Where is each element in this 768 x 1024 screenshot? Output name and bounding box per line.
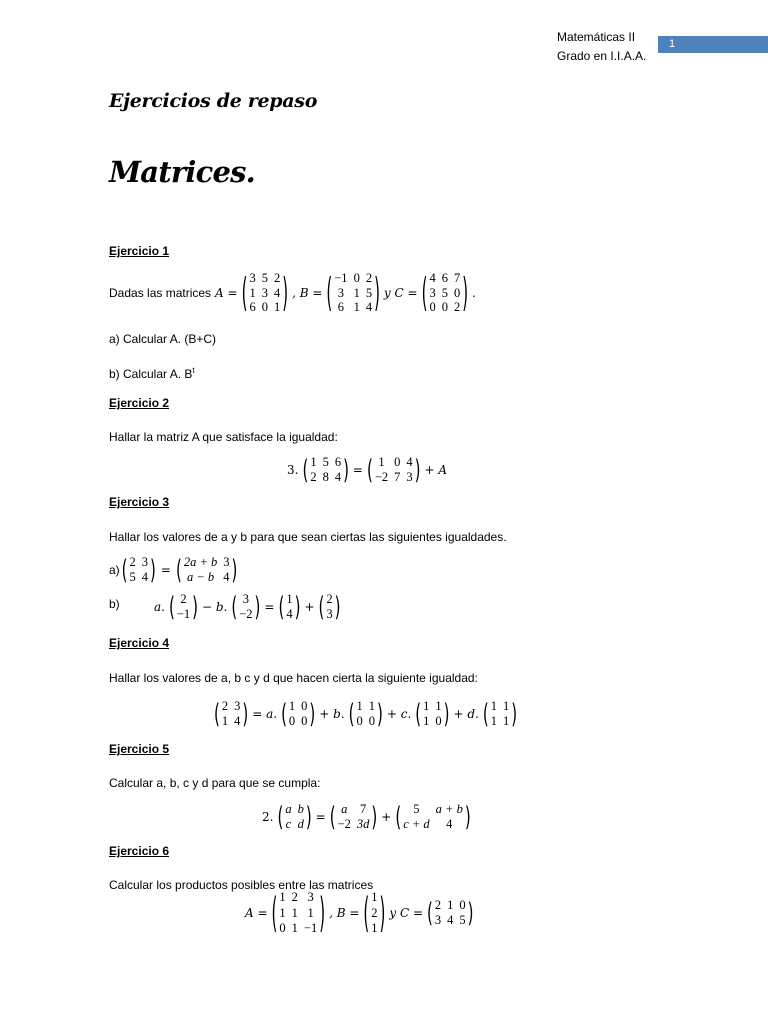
matrix-cell: 0 bbox=[261, 300, 268, 315]
ex1-matrix-b bbox=[326, 271, 380, 315]
ex5-matrix-3 bbox=[395, 802, 470, 832]
matrix-cell: 0 bbox=[459, 898, 466, 913]
matrix-right-paren: ) bbox=[377, 698, 383, 730]
matrix-cell: 3 bbox=[429, 285, 436, 300]
matrix-right-paren: ) bbox=[467, 897, 474, 929]
matrix-cell: 2 bbox=[180, 592, 187, 607]
matrix-cell: 2 bbox=[291, 890, 298, 905]
matrix-cell: 2 bbox=[371, 905, 378, 920]
matrix-grid bbox=[287, 699, 310, 729]
matrix-cell: 1 bbox=[353, 300, 360, 315]
matrix-cell: 1 bbox=[371, 921, 378, 936]
matrix-cell: −1 bbox=[176, 607, 191, 622]
matrix-grid bbox=[283, 802, 306, 832]
matrix-cell: 2 bbox=[221, 699, 229, 714]
ex3-b-vector-3 bbox=[278, 592, 300, 622]
ex4-matrix-2 bbox=[349, 699, 383, 729]
matrix-cell: 1 bbox=[502, 714, 510, 729]
matrix-left-paren: ( bbox=[175, 554, 182, 586]
ex5-matrix-lhs bbox=[277, 802, 311, 832]
matrix-cell: a − b bbox=[186, 570, 215, 585]
matrix-left-paren: ( bbox=[277, 801, 284, 833]
ex6-intro: Calcular los productos posibles entre las matrices bbox=[109, 878, 374, 892]
ex3-b-vector-1 bbox=[169, 592, 198, 622]
matrix-grid bbox=[401, 802, 465, 832]
ex3-b-equals: = bbox=[264, 600, 275, 614]
matrix-cell: 3 bbox=[261, 285, 268, 300]
matrix-right-paren: ) bbox=[150, 554, 156, 586]
matrix-left-paren: ( bbox=[231, 591, 238, 623]
matrix-cell: 0 bbox=[453, 285, 461, 300]
matrix-cell: 2 bbox=[273, 271, 281, 286]
matrix-cell: b bbox=[297, 802, 304, 817]
matrix-cell: 4 bbox=[141, 570, 149, 585]
matrix-cell: a bbox=[341, 802, 348, 817]
ex1-part-b-text: b) Calcular A. B bbox=[109, 367, 193, 381]
ex3-b-vector-4 bbox=[319, 592, 341, 622]
matrix-right-paren: ) bbox=[443, 698, 450, 730]
matrix-left-paren: ( bbox=[329, 801, 336, 833]
matrix-right-paren: ) bbox=[334, 591, 341, 623]
matrix-cell: 1 bbox=[368, 699, 376, 714]
matrix-right-paren: ) bbox=[242, 698, 249, 730]
matrix-left-paren: ( bbox=[241, 269, 248, 317]
matrix-left-paren: ( bbox=[415, 698, 422, 730]
ex6-equation bbox=[245, 890, 474, 936]
matrix-cell: 5 bbox=[441, 285, 448, 300]
ex4-heading: Ejercicio 4 bbox=[109, 636, 170, 650]
ex4-matrix-3 bbox=[415, 699, 449, 729]
matrix-left-paren: ( bbox=[302, 454, 309, 486]
ex5-heading: Ejercicio 5 bbox=[109, 742, 170, 756]
matrix-cell: 4 bbox=[286, 607, 293, 622]
matrix-right-paren: ) bbox=[309, 698, 316, 730]
matrix-cell: 8 bbox=[322, 470, 329, 485]
matrix-left-paren: ( bbox=[482, 698, 489, 730]
matrix-right-paren: ) bbox=[374, 269, 380, 317]
page-number-bar bbox=[658, 36, 768, 53]
matrix-right-paren: ) bbox=[319, 888, 326, 938]
matrix-right-paren: ) bbox=[231, 554, 238, 586]
matrix-cell: 3 bbox=[242, 592, 250, 607]
matrix-cell: 1 bbox=[307, 905, 314, 920]
ex5-intro: Calcular a, b, c y d para que se cumpla: bbox=[109, 776, 321, 790]
matrix-cell: −1 bbox=[334, 271, 348, 286]
ex1-end: . bbox=[472, 286, 476, 300]
matrix-cell: 6 bbox=[441, 271, 448, 286]
matrix-cell: d bbox=[297, 817, 304, 832]
matrix-cell: 0 bbox=[301, 699, 308, 714]
matrix-cell: 7 bbox=[453, 271, 461, 286]
matrix-cell: 1 bbox=[353, 285, 360, 300]
matrix-cell: 3 bbox=[234, 699, 241, 714]
matrix-grid bbox=[489, 699, 512, 729]
ex4-matrix-lhs bbox=[214, 699, 248, 729]
matrix-cell: 7 bbox=[394, 470, 401, 485]
matrix-cell: 5 bbox=[413, 802, 420, 817]
ex2-heading: Ejercicio 2 bbox=[109, 396, 170, 410]
matrix-cell: 2a + b bbox=[183, 555, 218, 570]
document-title: Matrices. bbox=[109, 155, 255, 189]
ex5-matrix-2 bbox=[330, 802, 378, 832]
matrix-left-paren: ( bbox=[121, 554, 128, 586]
matrix-right-paren: ) bbox=[254, 591, 261, 623]
matrix-cell: 2 bbox=[129, 555, 136, 570]
matrix-grid bbox=[128, 555, 151, 585]
matrix-cell: 0 bbox=[368, 714, 376, 729]
matrix-grid bbox=[427, 271, 462, 315]
matrix-cell: 4 bbox=[234, 714, 241, 729]
matrix-right-paren: ) bbox=[343, 454, 349, 486]
ex2-equation bbox=[287, 455, 447, 485]
matrix-left-paren: ( bbox=[363, 888, 370, 938]
ex3-equation-b bbox=[154, 592, 340, 622]
matrix-grid bbox=[277, 890, 319, 936]
matrix-right-paren: ) bbox=[462, 269, 469, 317]
ex3-heading: Ejercicio 3 bbox=[109, 495, 170, 509]
matrix-cell: 1 bbox=[291, 905, 298, 920]
matrix-cell: 3 bbox=[337, 285, 345, 300]
matrix-left-paren: ( bbox=[281, 698, 287, 730]
matrix-grid bbox=[324, 592, 334, 622]
matrix-cell: 1 bbox=[378, 455, 385, 470]
matrix-grid bbox=[355, 699, 378, 729]
matrix-cell: 6 bbox=[249, 300, 256, 315]
matrix-left-paren: ( bbox=[348, 698, 355, 730]
matrix-cell: 0 bbox=[288, 714, 296, 729]
document-subtitle: Ejercicios de repaso bbox=[109, 90, 318, 112]
matrix-cell: 3 bbox=[307, 890, 314, 905]
matrix-cell: 5 bbox=[261, 271, 268, 286]
matrix-right-paren: ) bbox=[294, 591, 301, 623]
matrix-cell: −2 bbox=[337, 817, 351, 832]
ex4-plus-b: + b. bbox=[319, 707, 345, 721]
matrix-cell: −1 bbox=[303, 921, 318, 936]
matrix-cell: 7 bbox=[360, 802, 367, 817]
page-number: 1 bbox=[669, 38, 676, 50]
matrix-left-paren: ( bbox=[168, 591, 175, 623]
matrix-cell: c bbox=[285, 817, 292, 832]
matrix-left-paren: ( bbox=[421, 269, 428, 317]
matrix-cell: 1 bbox=[356, 699, 363, 714]
ex6-label-a: A = bbox=[245, 906, 268, 920]
matrix-right-paren: ) bbox=[305, 801, 312, 833]
ex1-matrix-a bbox=[242, 271, 288, 315]
ex3-a-matrix-lhs bbox=[122, 555, 156, 585]
ex3-b-vector-2 bbox=[231, 592, 260, 622]
matrix-cell: 1 bbox=[279, 905, 286, 920]
matrix-cell: 4 bbox=[273, 285, 281, 300]
matrix-cell: 2 bbox=[326, 592, 333, 607]
ex1-part-b bbox=[109, 363, 195, 382]
matrix-cell: 4 bbox=[223, 570, 230, 585]
ex4-plus-d: + d. bbox=[453, 707, 479, 721]
matrix-right-paren: ) bbox=[192, 591, 198, 623]
ex1-matrix-c bbox=[422, 271, 468, 315]
matrix-cell: 1 bbox=[249, 285, 256, 300]
ex1-part-a: a) Calcular A. (B+C) bbox=[109, 332, 217, 346]
matrix-cell: 1 bbox=[279, 890, 286, 905]
matrix-cell: 1 bbox=[273, 300, 281, 315]
matrix-grid bbox=[237, 592, 254, 622]
ex4-eq-a: = a. bbox=[252, 707, 278, 721]
matrix-cell: 3 bbox=[141, 555, 149, 570]
matrix-cell: 3 bbox=[326, 607, 333, 622]
ex6-matrix-c bbox=[427, 898, 473, 928]
ex5-coef: 2. bbox=[262, 810, 274, 824]
matrix-right-paren: ) bbox=[464, 801, 471, 833]
matrix-cell: 1 bbox=[502, 699, 510, 714]
ex3-b-coef-a: a. bbox=[154, 600, 165, 614]
matrix-cell: 1 bbox=[423, 699, 430, 714]
matrix-cell: c + d bbox=[403, 817, 430, 832]
ex4-matrix-1 bbox=[281, 699, 315, 729]
matrix-cell: 0 bbox=[441, 300, 448, 315]
matrix-cell: 1 bbox=[286, 592, 293, 607]
matrix-grid bbox=[332, 271, 374, 315]
ex2-tail: + A bbox=[424, 463, 448, 477]
matrix-right-paren: ) bbox=[414, 454, 421, 486]
ex2-coef: 3. bbox=[287, 463, 299, 477]
ex2-matrix-rhs bbox=[367, 455, 421, 485]
matrix-cell: 1 bbox=[490, 699, 497, 714]
matrix-cell: 0 bbox=[301, 714, 308, 729]
matrix-cell: 4 bbox=[365, 300, 373, 315]
matrix-cell: 5 bbox=[129, 570, 136, 585]
matrix-cell: 6 bbox=[334, 455, 342, 470]
matrix-left-paren: ( bbox=[395, 801, 402, 833]
matrix-cell: 2 bbox=[310, 470, 317, 485]
matrix-cell: 2 bbox=[434, 898, 442, 913]
ex2-equals: = bbox=[352, 463, 363, 477]
ex6-heading: Ejercicio 6 bbox=[109, 844, 170, 858]
ex1-part-b-transpose: t bbox=[192, 366, 195, 375]
matrix-grid bbox=[247, 271, 282, 315]
matrix-cell: 3 bbox=[249, 271, 256, 286]
matrix-cell: 0 bbox=[279, 921, 286, 936]
ex1-label-a: A = bbox=[215, 286, 238, 300]
matrix-cell: 0 bbox=[394, 455, 401, 470]
matrix-cell: 1 bbox=[490, 714, 497, 729]
header-course: Matemáticas II bbox=[557, 30, 636, 44]
matrix-grid bbox=[220, 699, 243, 729]
matrix-cell: 5 bbox=[365, 285, 373, 300]
matrix-grid bbox=[421, 699, 444, 729]
matrix-cell: 1 bbox=[371, 890, 378, 905]
ex3-b-plus: + bbox=[304, 600, 315, 614]
matrix-left-paren: ( bbox=[278, 591, 285, 623]
matrix-left-paren: ( bbox=[427, 897, 433, 929]
ex5-equation bbox=[262, 801, 471, 833]
ex1-label-c: y C = bbox=[383, 286, 418, 300]
matrix-right-paren: ) bbox=[371, 801, 378, 833]
ex3-b-minus: − b. bbox=[202, 600, 228, 614]
matrix-cell: 2 bbox=[365, 271, 373, 286]
matrix-cell: a bbox=[285, 802, 292, 817]
ex1-label-b: , B = bbox=[292, 286, 323, 300]
ex4-plus-c: + c. bbox=[386, 707, 412, 721]
matrix-right-paren: ) bbox=[282, 269, 289, 317]
matrix-cell: 4 bbox=[406, 455, 413, 470]
ex2-intro: Hallar la matriz A que satisface la igualdad: bbox=[109, 430, 338, 444]
header-degree: Grado en I.I.A.A. bbox=[557, 49, 647, 63]
matrix-cell: 3d bbox=[356, 817, 370, 832]
matrix-grid bbox=[284, 592, 294, 622]
matrix-cell: a + b bbox=[435, 802, 463, 817]
ex1-equation bbox=[109, 271, 476, 315]
ex6-label-c: y C = bbox=[389, 906, 424, 920]
ex4-matrix-4 bbox=[483, 699, 517, 729]
matrix-grid bbox=[182, 555, 232, 585]
matrix-cell: 1 bbox=[435, 699, 442, 714]
ex3-a-matrix-rhs bbox=[176, 555, 237, 585]
matrix-left-paren: ( bbox=[366, 454, 373, 486]
ex6-matrix-b bbox=[363, 890, 385, 936]
matrix-cell: 4 bbox=[447, 913, 454, 928]
ex1-heading: Ejercicio 1 bbox=[109, 244, 170, 258]
matrix-cell: 1 bbox=[447, 898, 454, 913]
ex6-matrix-a bbox=[272, 890, 326, 936]
matrix-grid bbox=[433, 898, 468, 928]
matrix-cell: −2 bbox=[239, 607, 253, 622]
matrix-cell: 3 bbox=[434, 913, 442, 928]
matrix-left-paren: ( bbox=[326, 269, 333, 317]
matrix-cell: 3 bbox=[223, 555, 230, 570]
matrix-cell: 1 bbox=[221, 714, 229, 729]
matrix-cell: −2 bbox=[374, 470, 389, 485]
matrix-right-paren: ) bbox=[511, 698, 518, 730]
ex3-a-label: a) bbox=[109, 563, 120, 577]
ex3-intro: Hallar los valores de a y b para que sean ciertas las siguientes igualdades. bbox=[109, 530, 507, 544]
ex4-equation bbox=[214, 698, 564, 730]
ex3-a-equals: = bbox=[160, 563, 171, 577]
matrix-left-paren: ( bbox=[318, 591, 325, 623]
matrix-left-paren: ( bbox=[271, 888, 278, 938]
matrix-cell: 0 bbox=[435, 714, 442, 729]
matrix-grid bbox=[175, 592, 192, 622]
matrix-cell: 0 bbox=[429, 300, 436, 315]
ex6-label-b: , B = bbox=[329, 906, 360, 920]
matrix-cell: 0 bbox=[353, 271, 360, 286]
ex5-equals: = bbox=[315, 810, 326, 824]
matrix-cell: 4 bbox=[446, 817, 453, 832]
matrix-right-paren: ) bbox=[379, 888, 386, 938]
matrix-cell: 3 bbox=[406, 470, 413, 485]
matrix-cell: 1 bbox=[288, 699, 296, 714]
matrix-grid bbox=[308, 455, 343, 485]
matrix-cell: 5 bbox=[322, 455, 329, 470]
ex1-intro: Dadas las matrices bbox=[109, 286, 212, 300]
matrix-cell: 4 bbox=[429, 271, 436, 286]
matrix-cell: 5 bbox=[459, 913, 466, 928]
matrix-cell: 4 bbox=[334, 470, 342, 485]
matrix-cell: 6 bbox=[337, 300, 345, 315]
matrix-cell: 2 bbox=[453, 300, 461, 315]
matrix-grid bbox=[369, 890, 379, 936]
matrix-cell: 1 bbox=[423, 714, 430, 729]
ex5-plus: + bbox=[381, 810, 392, 824]
matrix-left-paren: ( bbox=[214, 698, 220, 730]
matrix-cell: 1 bbox=[310, 455, 317, 470]
ex4-intro: Hallar los valores de a, b c y d que hacen cierta la siguiente igualdad: bbox=[109, 671, 478, 685]
matrix-cell: 0 bbox=[356, 714, 363, 729]
ex2-matrix-lhs bbox=[302, 455, 348, 485]
ex3-b-label: b) bbox=[109, 597, 120, 611]
matrix-grid bbox=[336, 802, 372, 832]
matrix-grid bbox=[373, 455, 415, 485]
matrix-cell: 1 bbox=[291, 921, 298, 936]
